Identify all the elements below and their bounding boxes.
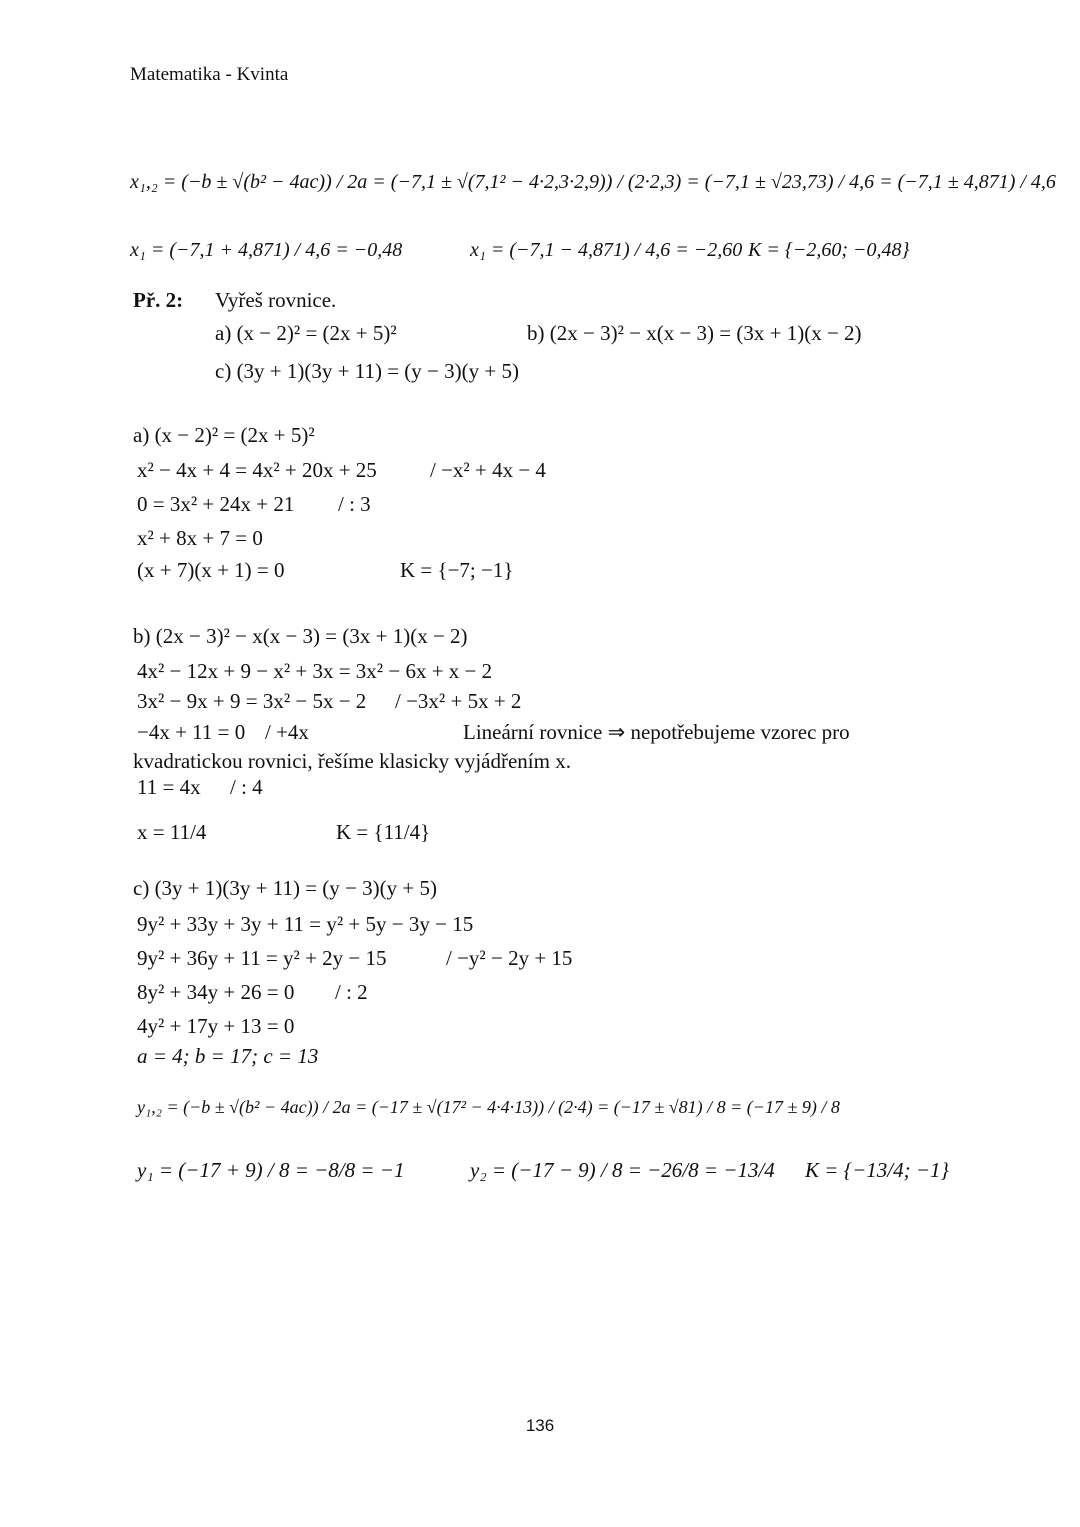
exercise-c: c) (3y + 1)(3y + 11) = (y − 3)(y + 5) xyxy=(215,359,519,383)
quadratic-formula-line: x₁,₂ = (−b ± √(b² − 4ac)) / 2a = (−7,1 ± √(7,1² − 4·2,3·2,9)) / (2·2,3) = (−7,1 ± √23,73) / 4,6 = (−7,1 ± 4,871) / 4,6 xyxy=(130,171,1056,193)
solution-c-step: 8y² + 34y + 26 = 0 xyxy=(137,980,295,1004)
solution-b-title: b) (2x − 3)² − x(x − 3) = (3x + 1)(x − 2) xyxy=(133,624,468,648)
solution-a-operation: / −x² + 4x − 4 xyxy=(430,458,546,482)
solution-b-set: K = {11/4} xyxy=(336,820,431,844)
solution-b-note: kvadratickou rovnici, řešíme klasicky vyjádřením x. xyxy=(133,749,571,773)
solution-c-root-y2: y₂ = (−17 − 9) / 8 = −26/8 = −13/4 xyxy=(470,1158,775,1182)
solution-c-step: a = 4; b = 17; c = 13 xyxy=(137,1044,319,1068)
solution-c-operation: / : 2 xyxy=(335,980,368,1004)
solution-b-step: −4x + 11 = 0 xyxy=(137,720,246,744)
solution-c-title: c) (3y + 1)(3y + 11) = (y − 3)(y + 5) xyxy=(133,876,437,900)
solution-a-step: x² + 8x + 7 = 0 xyxy=(137,526,263,550)
root-x2-line: x₁ = (−7,1 − 4,871) / 4,6 = −2,60 xyxy=(470,239,743,261)
solution-a-step: (x + 7)(x + 1) = 0 xyxy=(137,558,285,582)
solution-a-operation: / : 3 xyxy=(338,492,371,516)
solution-c-root-y1: y₁ = (−17 + 9) / 8 = −8/8 = −1 xyxy=(137,1158,405,1182)
page-header: Matematika - Kvinta xyxy=(130,64,289,85)
solution-b-step: 4x² − 12x + 9 − x² + 3x = 3x² − 6x + x − 2 xyxy=(137,659,493,683)
solution-b-operation: / : 4 xyxy=(230,775,263,799)
solution-c-step: 9y² + 36y + 11 = y² + 2y − 15 xyxy=(137,946,387,970)
solution-c-formula: y₁,₂ = (−b ± √(b² − 4ac)) / 2a = (−17 ± √(17² − 4·4·13)) / (2·4) = (−17 ± √81) / 8 = (−17 ± 9) / 8 xyxy=(137,1097,840,1117)
solution-b-operation: / +4x xyxy=(265,720,309,744)
solution-set-top: K = {−2,60; −0,48} xyxy=(748,239,910,261)
solution-c-operation: / −y² − 2y + 15 xyxy=(446,946,573,970)
solution-c-step: 4y² + 17y + 13 = 0 xyxy=(137,1014,295,1038)
exercise-b: b) (2x − 3)² − x(x − 3) = (3x + 1)(x − 2) xyxy=(527,321,862,345)
solution-b-step: x = 11/4 xyxy=(137,820,207,844)
solution-a-step: x² − 4x + 4 = 4x² + 20x + 25 xyxy=(137,458,377,482)
solution-a-step: 0 = 3x² + 24x + 21 xyxy=(137,492,295,516)
solution-b-note: Lineární rovnice ⇒ nepotřebujeme vzorec pro xyxy=(463,720,850,744)
solution-c-set: K = {−13/4; −1} xyxy=(805,1158,949,1182)
solution-b-step: 11 = 4x xyxy=(137,775,201,799)
solution-a-title: a) (x − 2)² = (2x + 5)² xyxy=(133,423,315,447)
solution-b-step: 3x² − 9x + 9 = 3x² − 5x − 2 xyxy=(137,689,367,713)
page-number: 136 xyxy=(525,1416,555,1435)
exercise-label: Př. 2: xyxy=(133,288,184,312)
solution-b-operation: / −3x² + 5x + 2 xyxy=(395,689,522,713)
solution-c-step: 9y² + 33y + 3y + 11 = y² + 5y − 3y − 15 xyxy=(137,912,474,936)
exercise-instruction: Vyřeš rovnice. xyxy=(215,288,337,312)
root-x1-line: x₁ = (−7,1 + 4,871) / 4,6 = −0,48 xyxy=(130,239,403,261)
solution-a-set: K = {−7; −1} xyxy=(400,558,514,582)
exercise-a: a) (x − 2)² = (2x + 5)² xyxy=(215,321,397,345)
